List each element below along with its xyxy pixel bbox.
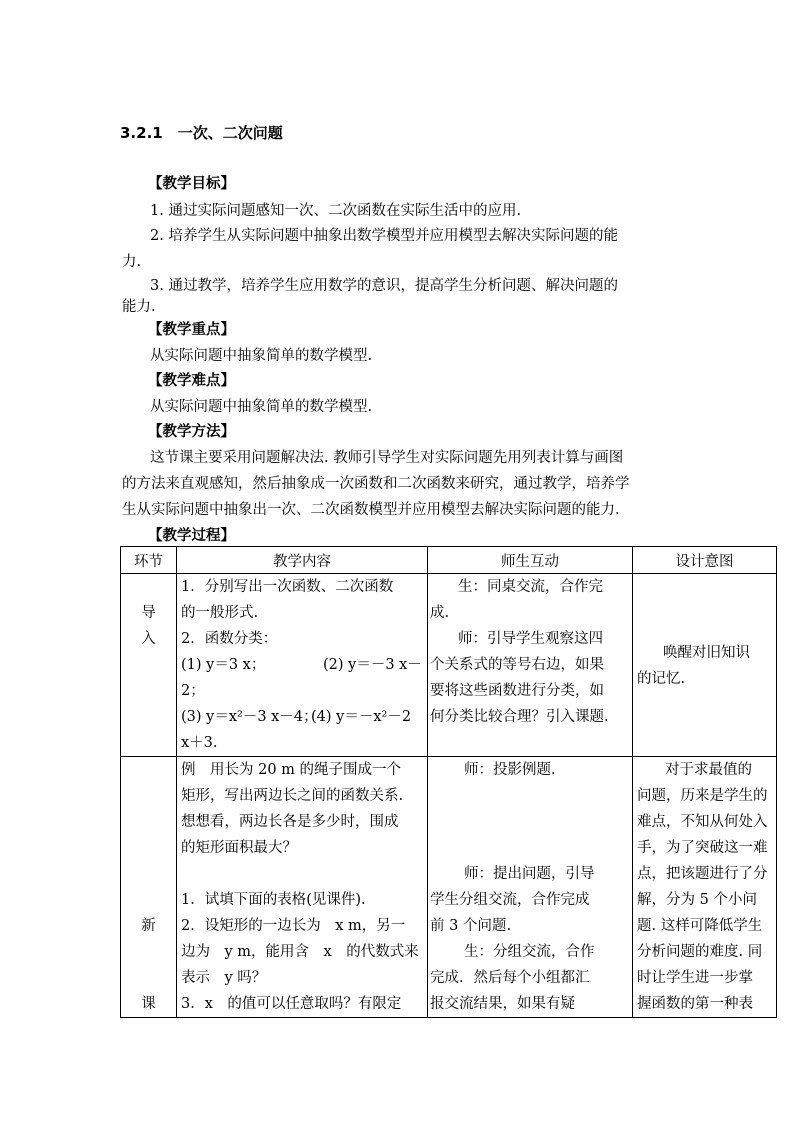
header-stage: 环节 [121, 547, 177, 574]
interaction-line [428, 783, 632, 809]
content-line: 边为 y m，能用含 x 的代数式来 [181, 944, 419, 960]
formula-3: (3) y＝x²－3 x－4； [181, 709, 318, 725]
interaction-line: 生：同桌交流，合作完 [458, 579, 603, 595]
intent-cell [633, 757, 777, 1018]
content-line: 例 用长为 20 m 的绳子围成一个 [181, 762, 402, 778]
content-line [177, 704, 427, 730]
interaction-line: 要将这些函数进行分类，如 [430, 683, 604, 699]
content-line: 的一般形式. [181, 605, 259, 621]
header-content: 教学内容 [177, 547, 428, 574]
intent-line: 问题，历来是学生的 [637, 788, 768, 804]
content-line [177, 652, 427, 678]
interaction-line: 前 3 个问题. [430, 918, 512, 934]
table-header-row [121, 547, 777, 574]
table-row [121, 757, 777, 1018]
content-line: 3．x 的值可以任意取吗？有限定 [181, 996, 402, 1012]
difficulty-heading: 【教学难点】 [148, 373, 235, 389]
key-heading: 【教学重点】 [148, 322, 235, 338]
interaction-line: 学生分组交流，合作完成 [430, 892, 590, 908]
page-title: 3.2.1 一次、二次问题 [120, 124, 283, 142]
method-line-3: 生从实际问题中抽象出一次、二次函数模型并应用模型去解决实际问题的能力. [122, 502, 620, 518]
interaction-line [428, 835, 632, 861]
method-heading: 【教学方法】 [148, 424, 235, 440]
content-line: 1．试填下面的表格(见课件). [181, 892, 366, 908]
intent-line: 对于求最值的 [665, 762, 752, 778]
intent-line: 点，把该题进行了分 [637, 866, 768, 882]
interaction-line: 师：提出问题，引导 [464, 866, 595, 882]
intent-line: 题. 这样可降低学生 [637, 918, 763, 934]
key-text: 从实际问题中抽象简单的数学模型. [150, 348, 373, 364]
objective-3-line1: 3. 通过教学，培养学生应用数学的意识，提高学生分析问题、解决问题的 [150, 278, 618, 294]
objective-3-line2: 能力. [122, 299, 156, 315]
content-line: 1．分别写出一次函数、二次函数 [181, 579, 394, 595]
interaction-line: 报交流结果，如果有疑 [430, 996, 575, 1012]
stage-char: 新 [141, 918, 156, 934]
stage-char: 入 [141, 631, 156, 647]
formula-1: (1) y＝3 x； [181, 657, 266, 673]
header-intent: 设计意图 [633, 547, 777, 574]
difficulty-text: 从实际问题中抽象简单的数学模型. [150, 399, 373, 415]
intent-line: 的记忆. [637, 671, 686, 687]
content-line: 表示 y 吗？ [181, 970, 267, 986]
content-line: 矩形，写出两边长之间的函数关系. [181, 788, 404, 804]
content-line: 2．函数分类： [181, 631, 278, 647]
method-line-1: 这节课主要采用问题解决法. 教师引导学生对实际问题先用列表计算与画图 [150, 450, 624, 466]
content-line: 的矩形面积最大？ [181, 840, 297, 856]
intent-line: 难点，不知从何处入 [637, 814, 768, 830]
table-row [121, 574, 777, 757]
intent-line: 手，为了突破这一难 [637, 840, 768, 856]
interaction-line: 生：分组交流，合作 [464, 944, 595, 960]
objective-1: 1. 通过实际问题感知一次、二次函数在实际生活中的应用. [150, 203, 522, 219]
interaction-line: 何分类比较合理？引入课题. [430, 709, 609, 725]
stage-cell [121, 574, 177, 757]
stage-char: 课 [141, 996, 156, 1012]
interaction-line: 师：投影例题. [464, 762, 556, 778]
process-heading: 【教学过程】 [148, 528, 235, 544]
content-line: x＋3. [181, 735, 218, 751]
header-interaction: 师生互动 [428, 547, 633, 574]
interaction-cell [428, 757, 633, 1018]
content-cell [177, 574, 428, 757]
content-line [177, 861, 427, 887]
formula-4: (4) y＝－x²－2 [311, 709, 412, 725]
content-line: 想想看，两边长各是多少时，围成 [181, 814, 399, 830]
interaction-line [428, 809, 632, 835]
intent-line: 握函数的第一种表 [637, 996, 753, 1012]
content-cell [177, 757, 428, 1018]
intent-cell [633, 574, 777, 757]
objective-2-line1: 2. 培养学生从实际问题中抽象出数学模型并应用模型去解决实际问题的能 [150, 228, 618, 244]
method-line-2: 的方法来直观感知，然后抽象成一次函数和二次函数来研究，通过教学，培养学 [122, 476, 630, 492]
objectives-heading: 【教学目标】 [148, 176, 235, 192]
content-line: 2．设矩形的一边长为 x m，另一 [181, 918, 406, 934]
intent-line: 解，分为 5 个小问 [637, 892, 757, 908]
interaction-line: 师：引导学生观察这四 [458, 631, 603, 647]
intent-line: 分析问题的难度. 同 [637, 944, 763, 960]
formula-2: (2) y＝－3 x－ [323, 657, 422, 673]
lesson-process-table [120, 546, 777, 1018]
interaction-line: 完成．然后每个小组都汇 [430, 970, 590, 986]
content-line: 2； [181, 683, 205, 699]
intent-line: 唤醒对旧知识 [663, 645, 750, 661]
intent-line: 时让学生进一步掌 [637, 970, 753, 986]
interaction-line: 成. [430, 605, 450, 621]
interaction-line: 个关系式的等号右边，如果 [430, 657, 604, 673]
interaction-cell [428, 574, 633, 757]
objective-2-line2: 力. [122, 254, 142, 270]
stage-char: 导 [141, 605, 156, 621]
stage-cell [121, 757, 177, 1018]
